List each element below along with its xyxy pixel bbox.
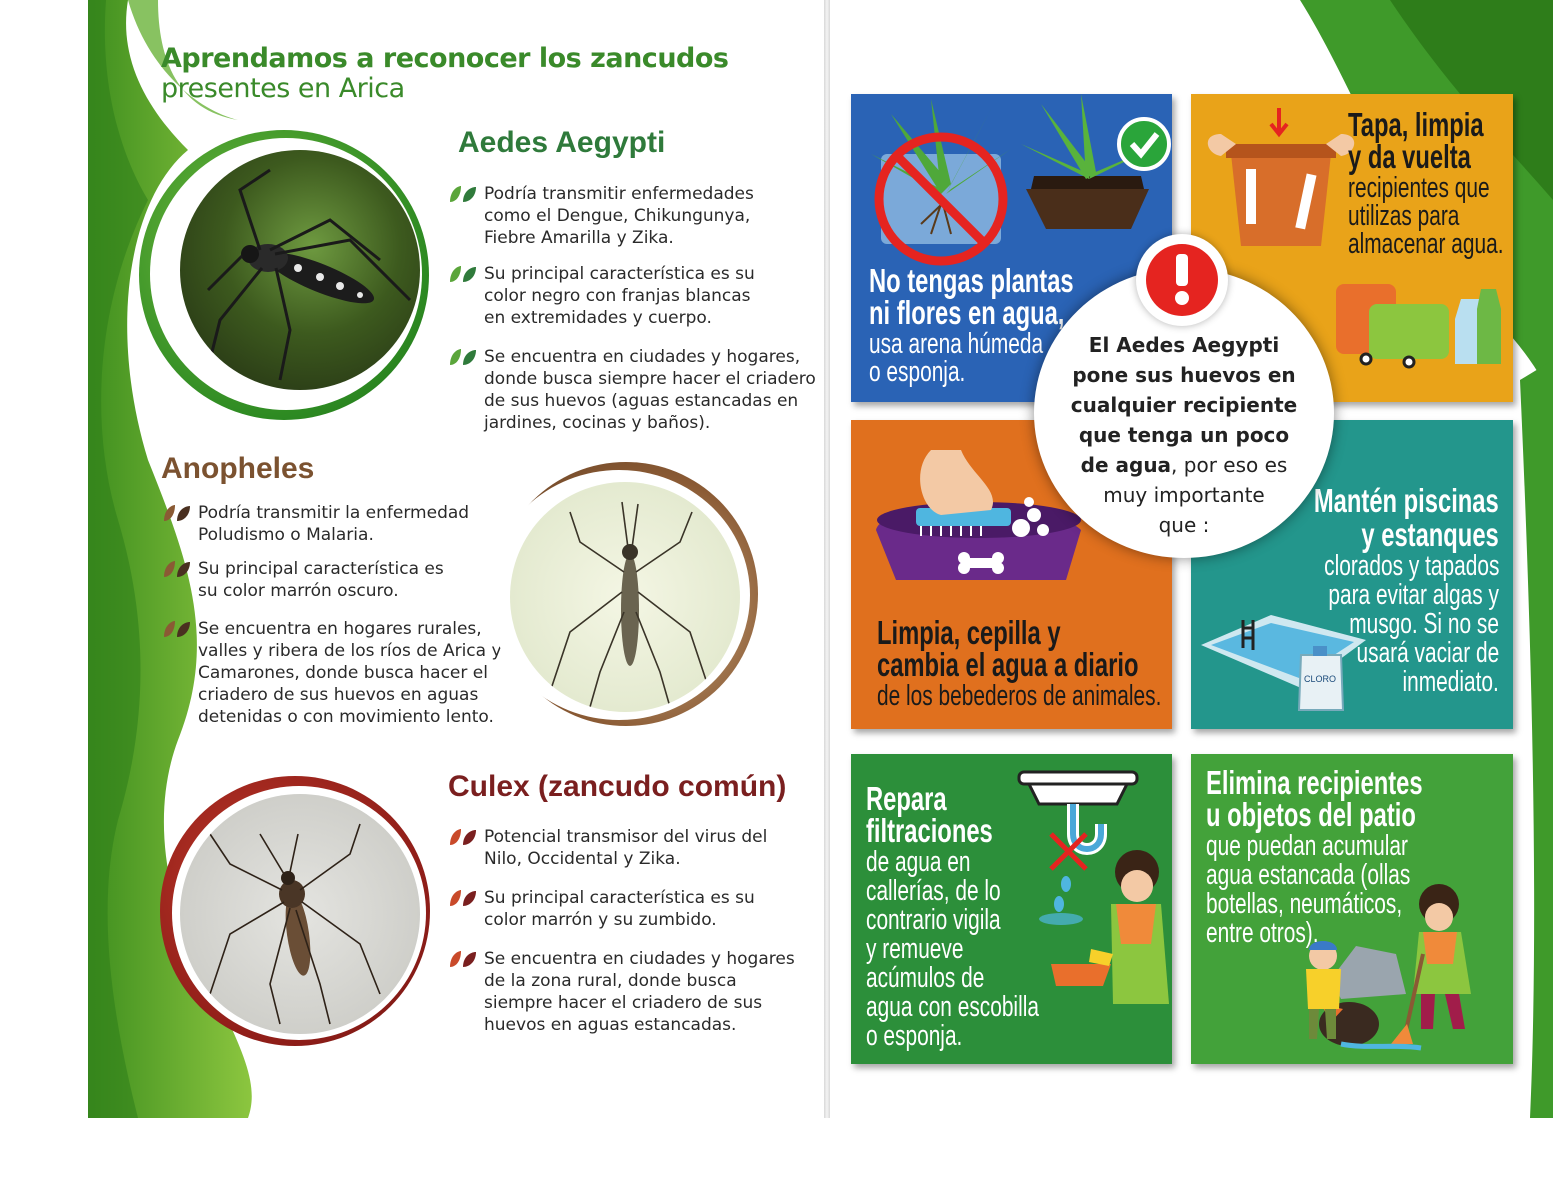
- aedes-aegypti-photo: [180, 150, 420, 390]
- culex-bullet-3: Se encuentra en ciudades y hogares de la zona rural, donde busca siempre hacer el criadero de sus huevos en aguas estancadas.: [448, 948, 795, 1036]
- anopheles-bullet-3: Se encuentra en hogares rurales, valles y ribera de los ríos de Arica y Camarones, donde busca hacer el criadero de sus huevos en aguas detenidas o con movimiento lento.: [162, 618, 502, 728]
- tile-animal-bowls: Limpia, cepilla y cambia el agua a diario de los bebederos de animales.: [851, 420, 1172, 729]
- culex-bullet-1: Potencial transmisor del virus del Nilo, Occidental y Zika.: [448, 826, 767, 870]
- tile-remove-containers: Elimina recipientes u objetos del patio que puedan acumular agua estancada (ollas botellas, neumáticos, entre otros).: [1191, 754, 1513, 1064]
- leaf-icon: [448, 827, 478, 847]
- mosquito-icon: [180, 150, 420, 390]
- hand-icon: [920, 450, 993, 515]
- aedes-callout: El Aedes Aegypti pone sus huevos en cualquier recipiente que tenga un poco de agua, por eso es muy importante que :: [1034, 268, 1334, 558]
- exclamation-icon: [1136, 234, 1228, 326]
- page-subtitle: presentes en Arica: [161, 73, 405, 104]
- page-title: Aprendamos a reconocer los zancudos: [161, 43, 729, 74]
- species-title-anopheles: Anopheles: [161, 452, 315, 485]
- tile-pools: CLORO Mantén piscinas y estanques clorados y tapados para evitar algas y musgo. Si no se usará vaciar de inmediato.: [1191, 420, 1513, 729]
- mosquito-icon: [180, 794, 420, 1034]
- left-page: [88, 0, 824, 1118]
- aedes-bullet-2: Su principal característica es su color negro con franjas blancas en extremidades y cuerpo.: [448, 263, 755, 329]
- tile-plants: No tengas plantas ni flores en agua, usa arena húmeda o esponja.: [851, 94, 1172, 402]
- species-title-culex: Culex (zancudo común): [448, 770, 787, 803]
- mosquito-icon: [510, 482, 740, 712]
- leaf-icon: [448, 184, 478, 204]
- leaf-icon: [162, 559, 192, 579]
- anopheles-bullet-2: Su principal característica es su color marrón oscuro.: [162, 558, 444, 602]
- bleach-label: CLORO: [1304, 674, 1337, 684]
- aedes-bullet-1: Podría transmitir enfermedades como el Dengue, Chikungunya, Fiebre Amarilla y Zika.: [448, 183, 754, 249]
- tile-repair-leaks: Repara filtraciones de agua en callerías, de lo contrario vigila y remueve acúmulos de agua con escobilla o esponja.: [851, 754, 1172, 1064]
- leaf-icon: [448, 264, 478, 284]
- anopheles-bullet-1: Podría transmitir la enfermedad Poludismo o Malaria.: [162, 502, 469, 546]
- leaf-icon: [162, 503, 192, 523]
- culex-bullet-2: Su principal característica es su color marrón y su zumbido.: [448, 887, 755, 931]
- leaf-icon: [162, 619, 192, 639]
- tile-cover-containers: Tapa, limpia y da vuelta recipientes que utilizas para almacenar agua.: [1191, 94, 1513, 402]
- arrow-down-icon: [1271, 108, 1287, 134]
- culex-photo: [180, 794, 420, 1034]
- check-icon: [1119, 119, 1169, 169]
- leaf-icon: [448, 949, 478, 969]
- leaf-icon: [448, 347, 478, 367]
- species-title-aedes: Aedes Aegypti: [458, 126, 666, 159]
- anopheles-photo: [510, 482, 740, 712]
- leaf-icon: [448, 888, 478, 908]
- aedes-bullet-3: Se encuentra en ciudades y hogares, donde busca siempre hacer el criadero de sus huevos (aguas estancadas en jardines, cocinas y baños).: [448, 346, 816, 434]
